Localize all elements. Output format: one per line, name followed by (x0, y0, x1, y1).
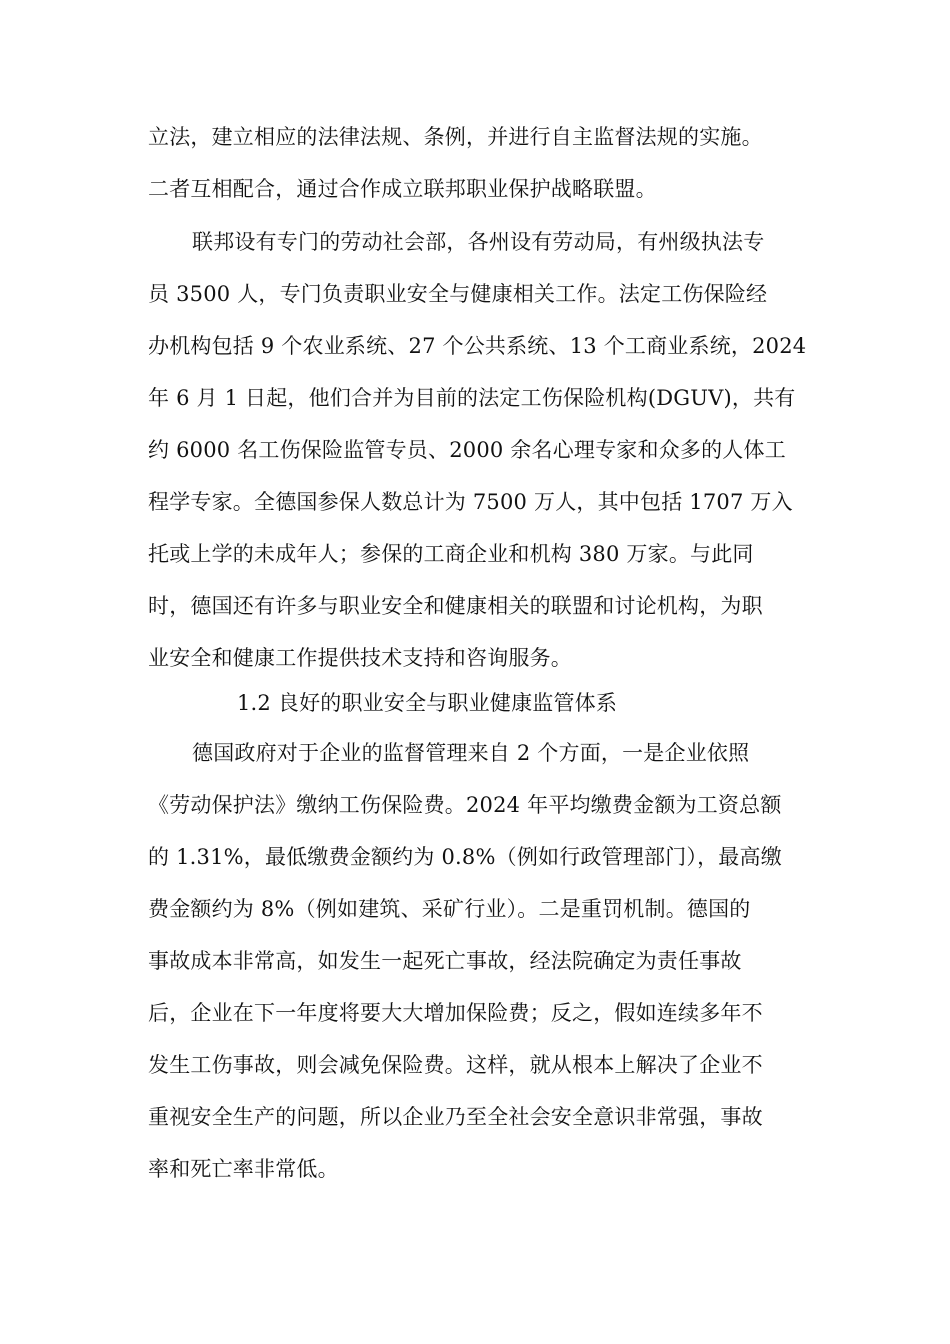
text-line: 发生工伤事故，则会减免保险费。这样，就从根本上解决了企业不 (148, 1053, 763, 1077)
text-line: 重视安全生产的问题，所以企业乃至全社会安全意识非常强，事故 (148, 1105, 763, 1129)
text-line: 业安全和健康工作提供技术支持和咨询服务。 (148, 646, 572, 670)
text-line: 员 3500 人，专门负责职业安全与健康相关工作。法定工伤保险经 (148, 282, 768, 306)
text-line: 率和死亡率非常低。 (148, 1157, 339, 1181)
text-line: 托或上学的未成年人；参保的工商企业和机构 380 万家。与此同 (148, 542, 754, 566)
text-line: 《劳动保护法》缴纳工伤保险费。2024 年平均缴费金额为工资总额 (148, 793, 782, 817)
text-line: 联邦设有专门的劳动社会部，各州设有劳动局，有州级执法专 (192, 230, 765, 254)
text-line: 立法，建立相应的法律法规、条例，并进行自主监督法规的实施。 (148, 125, 763, 149)
text-line: 费金额约为 8%（例如建筑、采矿行业）。二是重罚机制。德国的 (148, 897, 751, 921)
text-line: 德国政府对于企业的监督管理来自 2 个方面，一是企业依照 (192, 741, 750, 765)
text-line: 年 6 月 1 日起，他们合并为目前的法定工伤保险机构(DGUV)，共有 (148, 386, 796, 410)
text-line: 后，企业在下一年度将要大大增加保险费；反之，假如连续多年不 (148, 1001, 763, 1025)
text-line: 事故成本非常高，如发生一起死亡事故，经法院确定为责任事故 (148, 949, 742, 973)
text-line: 的 1.31%，最低缴费金额约为 0.8%（例如行政管理部门），最高缴 (148, 845, 782, 869)
text-line: 二者互相配合，通过合作成立联邦职业保护战略联盟。 (148, 177, 657, 201)
text-line: 办机构包括 9 个农业系统、27 个公共系统、13 个工商业系统，2024 (148, 334, 807, 358)
text-line: 时，德国还有许多与职业安全和健康相关的联盟和讨论机构，为职 (148, 594, 763, 618)
section-heading: 1.2 良好的职业安全与职业健康监管体系 (237, 691, 618, 715)
text-line: 程学专家。全德国参保人数总计为 7500 万人，其中包括 1707 万入 (148, 490, 793, 514)
text-line: 约 6000 名工伤保险监管专员、2000 余名心理专家和众多的人体工 (148, 438, 786, 462)
